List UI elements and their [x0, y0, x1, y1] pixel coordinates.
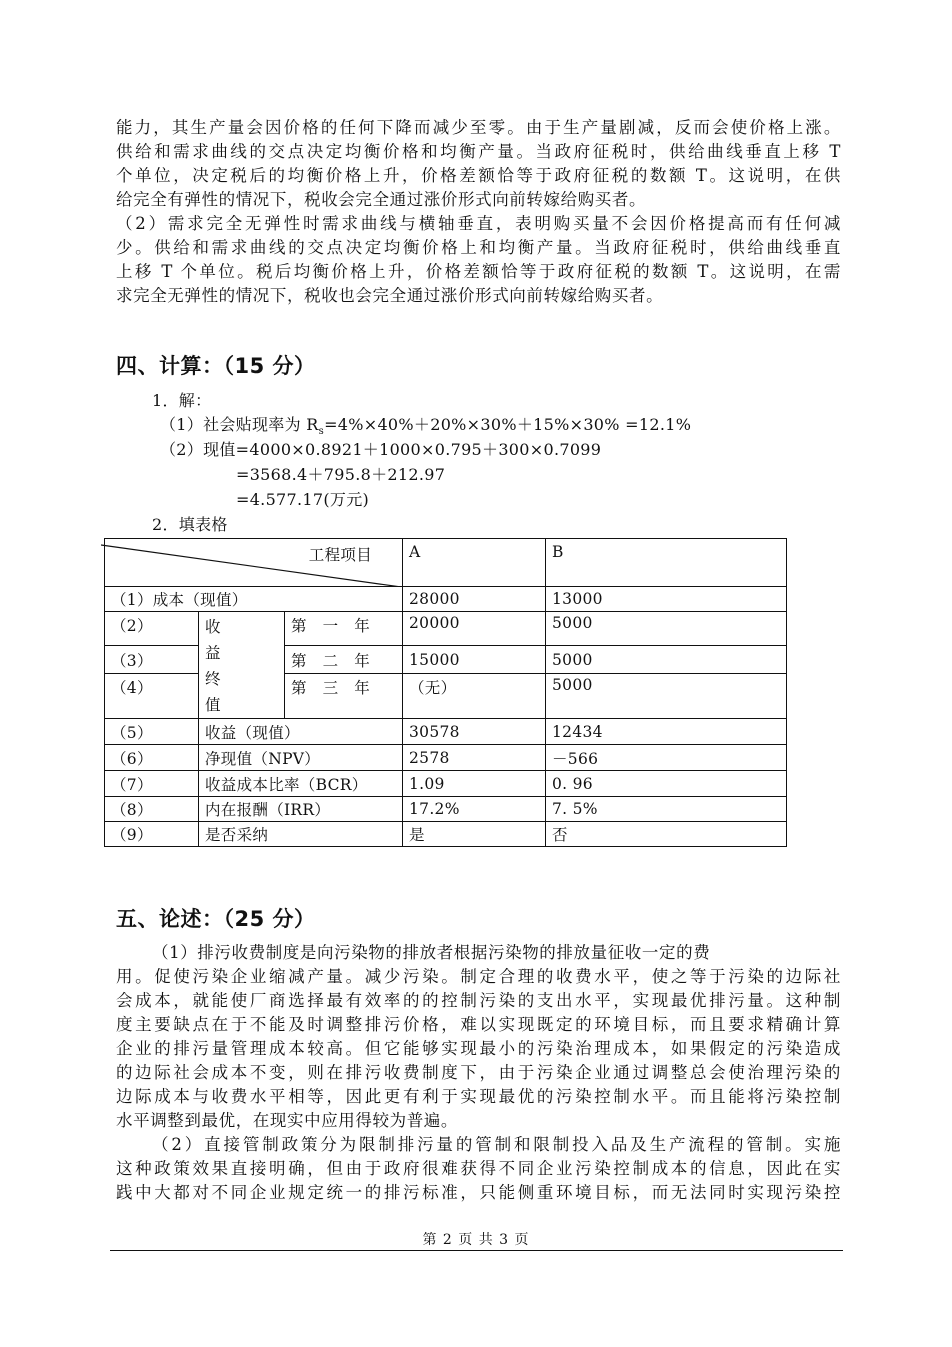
col-a-header: A — [403, 539, 546, 587]
diagonal-divider — [101, 537, 421, 587]
row4-b: 5000 — [546, 674, 787, 719]
row1-b: 13000 — [546, 587, 787, 612]
col-b-header: B — [546, 539, 787, 587]
row7-num: （7） — [105, 771, 199, 797]
q1-line3: =3568.4＋795.8＋212.97 — [236, 465, 446, 484]
project-table — [104, 538, 787, 847]
intro-line-4: 给完全有弹性的情况下，税收会完全通过涨价形式向前转嫁给购买者。 — [116, 190, 647, 209]
row5-a: 30578 — [403, 719, 546, 745]
row6-a: 2578 — [403, 745, 546, 771]
row7-label: 收益成本比率（BCR） — [199, 771, 403, 797]
row9-label: 是否采纳 — [199, 822, 403, 847]
row6-num: （6） — [105, 745, 199, 771]
row4-year: 第 三 年 — [285, 674, 403, 719]
row8-b: 7. 5% — [546, 797, 787, 822]
intro-line-3: 个单位，决定税后的均衡价格上升，价格差额恰等于政府征税的数额 T。这说明，在供 — [116, 166, 841, 185]
header-corner-label: 工程项目 — [308, 546, 372, 564]
q2-label: 2．填表格 — [152, 515, 228, 534]
row8-a: 17.2% — [403, 797, 546, 822]
table-row — [105, 745, 787, 771]
group-char-2: 益 — [205, 644, 221, 662]
essay-line-7: 边际成本与收费水平相等，因此更有利于实现最优的污染控制水平。而且能将污染控制 — [116, 1087, 841, 1106]
row9-a: 是 — [403, 822, 546, 847]
header-corner-cell — [105, 539, 403, 587]
table-row — [105, 771, 787, 797]
group-char-3: 终 — [205, 670, 221, 688]
row8-num: （8） — [105, 797, 199, 822]
row9-num: （9） — [105, 822, 199, 847]
row9-b: 否 — [546, 822, 787, 847]
essay-line-2: 用。促使污染企业缩减产量。减少污染。制定合理的收费水平，使之等于污染的边际社 — [116, 967, 841, 986]
row3-num: （3） — [105, 646, 199, 674]
row2-a: 20000 — [403, 612, 546, 646]
essay-line-10: 这种政策效果直接明确，但由于政府很难获得不同企业污染控制成本的信息，因此在实 — [116, 1159, 841, 1178]
q1-label: 1．解： — [152, 391, 212, 410]
row1-label: （1）成本（现值） — [105, 587, 403, 612]
row4-a: （无） — [403, 674, 546, 719]
row7-a: 1.09 — [403, 771, 546, 797]
essay-line-6: 的边际社会成本不变，则在排污收费制度下，由于污染企业通过调整总会使治理污染的 — [116, 1063, 841, 1082]
row2-year: 第 一 年 — [285, 612, 403, 646]
q1-line1-rest: =4%×40%＋20%×30%＋15%×30% =12.1% — [324, 415, 692, 434]
row5-label: 收益（现值） — [199, 719, 403, 745]
essay-line-5: 企业的排污量管理成本较高。但它能够实现最小的污染治理成本，如果假定的污染造成 — [116, 1039, 841, 1058]
group-char-1: 收 — [205, 618, 221, 636]
intro-line-8: 求完全无弹性的情况下，税收也会完全通过涨价形式向前转嫁给购买者。 — [116, 286, 664, 305]
row1-a: 28000 — [403, 587, 546, 612]
row2-b: 5000 — [546, 612, 787, 646]
q1-line2: （2）现值=4000×0.8921＋1000×0.795＋300×0.7099 — [160, 440, 602, 459]
essay-line-3: 会成本，就能使厂商选择最有效率的的控制污染的支出水平，实现最优排污量。这种制 — [116, 991, 841, 1010]
row4-num: （4） — [105, 674, 199, 719]
table-row — [105, 822, 787, 847]
essay-line-11: 践中大都对不同企业规定统一的排污标准，只能侧重环境目标，而无法同时实现污染控 — [116, 1183, 841, 1202]
intro-line-5: （2）需求完全无弹性时需求曲线与横轴垂直，表明购买量不会因价格提高而有任何减 — [116, 214, 841, 233]
q1-line1-subscript: s — [318, 426, 325, 438]
essay-line-8: 水平调整到最优，在现实中应用得较为普遍。 — [116, 1111, 458, 1130]
intro-line-2: 供给和需求曲线的交点决定均衡价格和均衡产量。当政府征税时，供给曲线垂直上移 T — [116, 142, 841, 161]
section4-title: 四、计算：（15 分） — [116, 354, 316, 378]
row3-a: 15000 — [403, 646, 546, 674]
q1-line1-prefix: （1）社会贴现率为 R — [160, 415, 319, 434]
income-final-value-group — [199, 612, 285, 719]
table-row — [105, 797, 787, 822]
q1-line4: =4.577.17(万元) — [236, 490, 370, 509]
row8-label: 内在报酬（IRR） — [199, 797, 403, 822]
row5-num: （5） — [105, 719, 199, 745]
footer-rule — [110, 1250, 843, 1251]
intro-line-6: 少。供给和需求曲线的交点决定均衡价格上和均衡产量。当政府征税时，供给曲线垂直 — [116, 238, 841, 257]
intro-line-7: 上移 T 个单位。税后均衡价格上升，价格差额恰等于政府征税的数额 T。这说明，在需 — [116, 262, 841, 281]
section5-title: 五、论述：（25 分） — [116, 907, 316, 931]
page-number: 第 2 页 共 3 页 — [422, 1232, 530, 1248]
row6-b: －566 — [546, 745, 787, 771]
row3-b: 5000 — [546, 646, 787, 674]
row5-b: 12434 — [546, 719, 787, 745]
row6-label: 净现值（NPV） — [199, 745, 403, 771]
essay-line-9: （2）直接管制政策分为限制排污量的管制和限制投入品及生产流程的管制。实施 — [152, 1135, 841, 1154]
row2-num: （2） — [105, 612, 199, 646]
intro-line-1: 能力，其生产量会因价格的任何下降而减少至零。由于生产量剧减，反而会使价格上涨。 — [116, 118, 841, 137]
table-row — [105, 612, 787, 646]
table-header-row — [105, 539, 787, 587]
essay-line-1: （1）排污收费制度是向污染物的排放者根据污染物的排放量征收一定的费 — [152, 943, 711, 962]
essay-line-4: 度主要缺点在于不能及时调整排污价格，难以实现既定的环境目标，而且要求精确计算 — [116, 1015, 841, 1034]
row3-year: 第 二 年 — [285, 646, 403, 674]
table-row — [105, 719, 787, 745]
group-char-4: 值 — [205, 696, 221, 714]
row7-b: 0. 96 — [546, 771, 787, 797]
table-row — [105, 587, 787, 612]
